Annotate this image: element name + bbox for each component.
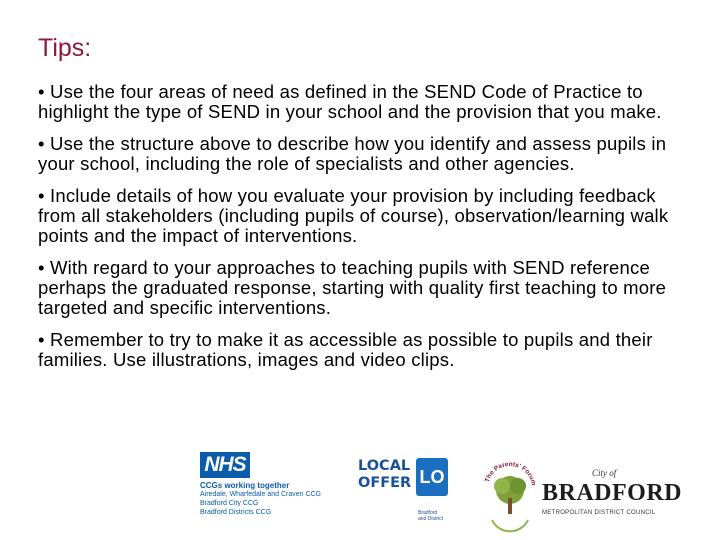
nhs-mark: NHS bbox=[200, 452, 250, 478]
bradford-wordmark: BRADFORD bbox=[542, 480, 682, 506]
tree-icon bbox=[480, 448, 540, 534]
tip-item: • Remember to try to make it as accessible as possible to pupils and their families. Use illustrations, images and video clips. bbox=[38, 329, 653, 370]
local-offer-logo bbox=[358, 456, 450, 536]
local-offer-sub2: and District bbox=[418, 516, 444, 522]
tips-list bbox=[38, 82, 698, 382]
tip-item: • Use the four areas of need as defined in the SEND Code of Practice to highlight the type of SEND in your school and the provision that you make. bbox=[38, 81, 662, 122]
nhs-tagline: CCGs working together bbox=[200, 481, 290, 490]
bradford-council-logo bbox=[540, 468, 690, 528]
local-offer-line1: LOCAL bbox=[358, 458, 411, 474]
parents-forum-logo bbox=[480, 448, 540, 534]
page-title: Tips: bbox=[38, 34, 92, 62]
local-offer-badge: LO bbox=[416, 458, 448, 496]
local-offer-wordmark bbox=[358, 458, 418, 492]
logo-strip bbox=[0, 448, 720, 540]
nhs-ccg-line: Bradford City CCG bbox=[200, 500, 259, 507]
tip-item: • Use the structure above to describe how you identify and assess pupils in your school, including the role of specialists and other agencies. bbox=[38, 133, 667, 174]
tip-item: • Include details of how you evaluate your provision by including feedback from all stakeholders (including pupils of course), observation/learning walk points and the impact of interventions. bbox=[38, 185, 669, 246]
local-offer-sub bbox=[418, 510, 443, 522]
svg-text:The Parents' Forum: The Parents' Forum bbox=[483, 460, 537, 487]
nhs-ccg-line: Airedale, Wharfedale and Craven CCG bbox=[200, 491, 322, 498]
nhs-logo bbox=[200, 452, 335, 534]
nhs-ccg-line: Bradford Districts CCG bbox=[200, 509, 272, 516]
bradford-city-label: City of bbox=[592, 468, 617, 478]
bradford-subtitle: METROPOLITAN DISTRICT COUNCIL bbox=[542, 510, 656, 516]
local-offer-sub1: Bradford bbox=[418, 510, 438, 516]
local-offer-line2: OFFER bbox=[358, 475, 412, 491]
tip-item: • With regard to your approaches to teaching pupils with SEND reference perhaps the graduated response, starting with quality first teaching to more targeted and specific interventions. bbox=[38, 257, 667, 318]
